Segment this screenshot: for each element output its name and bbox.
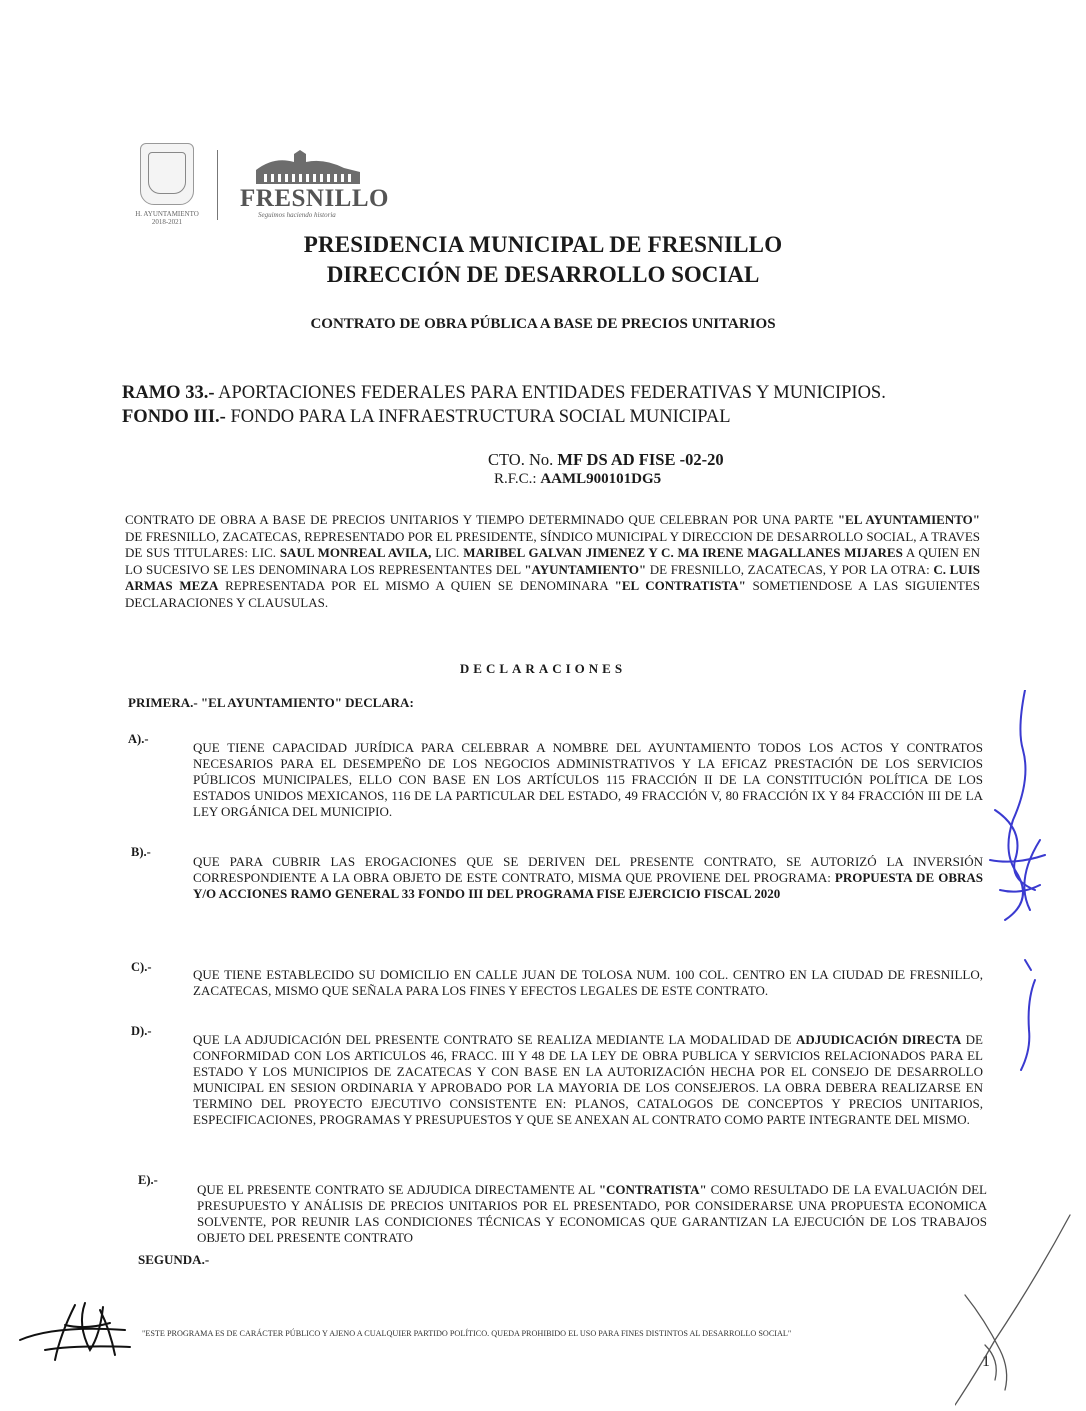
item-a-label: A).- bbox=[128, 732, 149, 746]
item-e-contratista: "CONTRATISTA" bbox=[598, 1182, 707, 1197]
page-number: 1 bbox=[982, 1353, 990, 1370]
item-e-text-1: QUE EL PRESENTE CONTRATO SE ADJUDICA DIRECTAMENTE AL bbox=[197, 1182, 599, 1197]
primera-heading: PRIMERA.- "EL AYUNTAMIENTO" DECLARA: bbox=[128, 695, 414, 710]
contract-subtitle: CONTRATO DE OBRA PÚBLICA A BASE DE PRECIOS UNITARIOS bbox=[310, 316, 776, 332]
fresnillo-logo-word: FRESNILLO bbox=[240, 185, 389, 212]
ramo-text: APORTACIONES FEDERALES PARA ENTIDADES FEDERATIVAS Y MUNICIPIOS. bbox=[214, 383, 886, 403]
intro-bold-6: "EL CONTRATISTA" bbox=[614, 578, 746, 593]
rfc-line bbox=[494, 471, 661, 488]
page-title: PRESIDENCIA MUNICIPAL DE FRESNILLO bbox=[303, 232, 783, 257]
municipal-crest-logo bbox=[140, 143, 194, 205]
grey-signature-right bbox=[955, 1210, 1075, 1410]
item-d-text-2: DE CONFORMIDAD CON LOS ARTICULOS 46, FRACC. III Y 48 DE LA LEY DE OBRA PUBLICA Y SERVICIOS RELACIONADOS PARA EL ESTADO Y LOS MUNICIPIOS DE ZACATECAS Y CON BASE EN LA AUTORIZACIÓN HECHA POR EL CONSEJO DE DESARROLLO MUNICIPAL EN SESION ORDINARIA Y APROBADO POR LA MAYORIA DE LOS CONSEJEROS. LA OBRA DEBERA REALIZARSE EN TERMINO DEL PROYECTO EJECUTIVO CONSISTENTE EN: PLANOS, CATALOGOS DE CONCEPTOS Y PRECIOS UNITARIOS, ESPECIFICACIONES, PROGRAMAS Y PRESUPUESTOS Y QUE SE ANEXAN AL CONTRATO COMO PARTE INTEGRANTE DEL MISMO. bbox=[193, 1032, 983, 1127]
intro-text-4: A QUIEN EN LO SUCESIVO SE LES DENOMINARA LOS REPRESENTANTES DEL bbox=[125, 545, 981, 577]
blue-signature-margin bbox=[985, 690, 1055, 1080]
intro-text-6: REPRESENTADA POR EL MISMO A QUIEN SE DENOMINARA bbox=[218, 578, 615, 593]
logo-divider bbox=[217, 150, 218, 220]
intro-text-2: DE FRESNILLO, ZACATECAS, REPRESENTADO POR EL PRESIDENTE, SÍNDICO MUNICIPAL Y DIRECCION DE DESARROLLO SOCIAL, A TRAVES DE SUS TITULARES: LIC. bbox=[125, 528, 980, 560]
intro-text-3: LIC. bbox=[431, 545, 464, 560]
item-b-label: B).- bbox=[131, 845, 151, 859]
crest-caption bbox=[132, 210, 202, 226]
item-d-label: D).- bbox=[131, 1024, 152, 1038]
item-e-text bbox=[197, 1182, 987, 1246]
item-c-text: QUE TIENE ESTABLECIDO SU DOMICILIO EN CALLE JUAN DE TOLOSA NUM. 100 COL. CENTRO EN LA CIUDAD DE FRESNILLO, ZACATECAS, MISMO QUE SEÑALA PARA LOS FINES Y EFECTOS LEGALES DE ESTE CONTRATO. bbox=[193, 967, 983, 998]
crest-caption-line1: H. AYUNTAMIENTO bbox=[135, 210, 199, 218]
item-a-text: QUE TIENE CAPACIDAD JURÍDICA PARA CELEBRAR A NOMBRE DEL AYUNTAMIENTO TODOS LOS ACTOS Y CONTRATOS NECESARIOS PARA EL DESEMPEÑO DE LOS NEGOCIOS ADMINISTRATIVOS Y LA EFICAZ PRESTACIÓN DE LOS SERVICIOS PÚBLICOS MUNICIPALES, ELLO CON BASE EN LOS ARTÍCULOS 115 FRACCIÓN II DE LA CONSTITUCIÓN POLÍTICA DE LOS ESTADOS UNIDOS MEXICANOS, 116 DE LA PARTICULAR DEL ESTADO, 49 FRACCIÓN V, 80 FRACCIÓN IX Y 84 FRACCIÓN III DE LA LEY ORGÁNICA DEL MUNICIPIO. bbox=[193, 740, 983, 819]
item-d-text-1: QUE LA ADJUDICACIÓN DEL PRESENTE CONTRATO SE REALIZA MEDIANTE LA MODALIDAD DE bbox=[193, 1032, 796, 1047]
cto-value: MF DS AD FISE -02-20 bbox=[557, 450, 724, 469]
contract-number bbox=[488, 450, 724, 470]
item-b-text bbox=[193, 854, 983, 902]
segunda-heading: SEGUNDA.- bbox=[138, 1252, 210, 1267]
intro-bold-1: "EL AYUNTAMIENTO" bbox=[837, 512, 981, 527]
intro-paragraph bbox=[125, 512, 980, 611]
intro-bold-3: MARIBEL GALVAN JIMENEZ Y C. MA IRENE MAGALLANES MIJARES bbox=[463, 545, 903, 560]
declaraciones-heading: DECLARACIONES bbox=[459, 661, 627, 676]
intro-bold-5: C. LUIS ARMAS MEZA bbox=[125, 561, 980, 593]
fondo-line bbox=[122, 407, 731, 428]
item-b-program: PROPUESTA DE OBRAS Y/O ACCIONES RAMO GENERAL 33 FONDO III DEL PROGRAMA FISE EJERCICIO FISCAL 2020 bbox=[193, 870, 983, 901]
footer-disclaimer: "ESTE PROGRAMA ES DE CARÁCTER PÚBLICO Y AJENO A CUALQUIER PARTIDO POLÍTICO. QUEDA PROHIBIDO EL USO PARA FINES DISTINTOS AL DESARROLLO SOCIAL" bbox=[142, 1329, 792, 1338]
fresnillo-logo-tagline: Seguimos haciendo historia bbox=[258, 211, 336, 219]
item-e-text-2: COMO RESULTADO DE LA EVALUACIÓN DEL PRESUPUESTO Y ANÁLISIS DE PRECIOS UNITARIOS POR EL PRESENTADO, POR CONSIDERARSE UNA PROPUESTA ECONOMICA SOLVENTE, POR REUNIR LAS CONDICIONES TÉCNICAS Y ECONOMICAS QUE GARANTIZAN LA EJECUCIÓN DE LOS TRABAJOS OBJETO DEL PRESENTE CONTRATO bbox=[197, 1182, 987, 1245]
item-b-text-plain: QUE PARA CUBRIR LAS EROGACIONES QUE SE DERIVEN DEL PRESENTE CONTRATO, SE AUTORIZÓ LA INVERSIÓN CORRESPONDIENTE A LA OBRA OBJETO DE ESTE CONTRATO, MISMA QUE PROVIENE DEL PROGRAMA: bbox=[193, 854, 983, 885]
intro-text-5: DE FRESNILLO, ZACATECAS, Y POR LA OTRA: bbox=[646, 561, 934, 577]
fondo-label: FONDO III.- bbox=[122, 407, 226, 427]
item-d-text bbox=[193, 1032, 983, 1128]
intro-bold-4: "AYUNTAMIENTO" bbox=[524, 561, 647, 577]
black-signature-left bbox=[15, 1295, 135, 1365]
intro-bold-2: SAUL MONREAL AVILA, bbox=[279, 545, 432, 560]
ramo-label: RAMO 33.- bbox=[122, 383, 215, 403]
intro-text-1: CONTRATO DE OBRA A BASE DE PRECIOS UNITARIOS Y TIEMPO DETERMINADO QUE CELEBRAN POR UNA PARTE bbox=[125, 512, 838, 527]
fresnillo-skyline-logo bbox=[254, 148, 364, 186]
item-e-label: E).- bbox=[138, 1173, 158, 1187]
crest-caption-line2: 2018-2021 bbox=[151, 218, 183, 226]
rfc-label: R.F.C.: bbox=[494, 471, 541, 487]
item-c-label: C).- bbox=[131, 960, 152, 974]
rfc-value: AAML900101DG5 bbox=[540, 471, 662, 487]
ramo-line bbox=[122, 383, 886, 404]
fondo-text: FONDO PARA LA INFRAESTRUCTURA SOCIAL MUNICIPAL bbox=[225, 407, 731, 427]
intro-text-7: SOMETIENDOSE A LAS SIGUIENTES DECLARACIONES Y CLAUSULAS. bbox=[125, 578, 980, 610]
page-title-line2: DIRECCIÓN DE DESARROLLO SOCIAL bbox=[326, 262, 760, 287]
cto-label: CTO. No. bbox=[488, 450, 558, 469]
item-d-modality: ADJUDICACIÓN DIRECTA bbox=[795, 1032, 962, 1047]
